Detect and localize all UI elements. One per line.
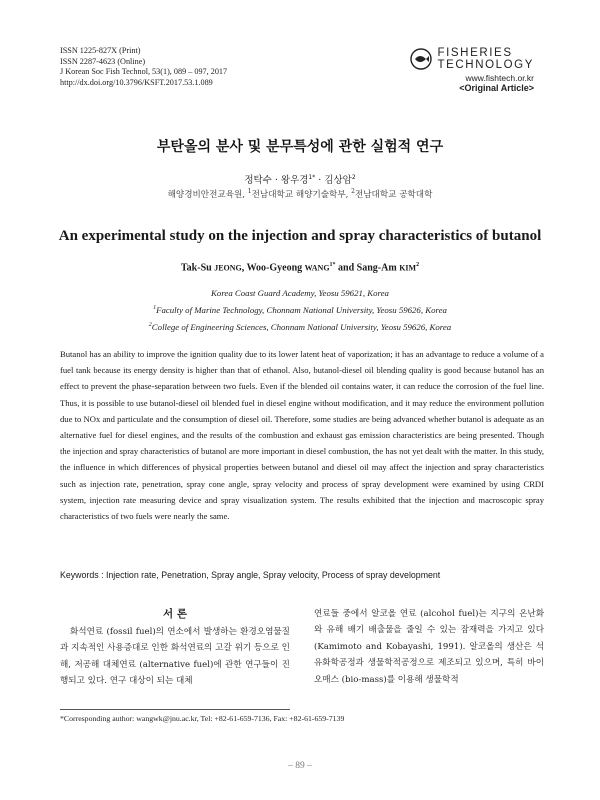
korean-affiliations: 해양경비안전교육원, $^1$전남대학교 해양기술학부, $^2$전남대학교 공학대학 [167, 188, 433, 200]
journal-meta [60, 46, 227, 88]
affiliation-1: $^1$Faculty of Marine Technology, Chonnam National University, Yeosu 59626, Korea [153, 305, 447, 315]
issn-print: ISSN 1225-827X (Print) [60, 46, 141, 55]
logo-line1: FISHERIES [437, 47, 513, 59]
english-authors: Tak-Su JEONG, Woo-Gyeong $WANG^{1*}$ and Sang-Am KIM$^2$ [180, 262, 420, 274]
journal-url[interactable]: www.fishtech.or.kr [465, 73, 534, 83]
journal-logo [410, 47, 534, 93]
corresponding-author-footnote: *Corresponding author: wangwk@jnu.ac.kr, Tel: +82-61-659-7136, Fax: +82-61-659-7139 [60, 714, 345, 723]
citation: J Korean Soc Fish Technol, 53(1), 089 – 097, 2017 [60, 67, 228, 77]
affiliation-2: $^2$College of Engineering Sciences, Chonnam National University, Yeosu 59626, Korea [148, 322, 452, 332]
logo-line2: TECHNOLOGY [437, 59, 534, 71]
doi-link[interactable]: http://dx.doi.org/10.3796/KSFT.2017.53.1.089 [60, 77, 213, 87]
korean-title: 부탄올의 분사 및 분무특성에 관한 실험적 연구 [156, 139, 444, 155]
intro-left-column: 화석연료 (fossil fuel)의 연소에서 발생하는 환경오염물질과 지속적인 사용증대로 인한 화석연료의 고갈 위기 등으로 인해, 저공해 대체연료 (alternative fuel)에 관한 연구들이 진행되고 있다. 연구 대상이 되는 대체 [60, 627, 290, 687]
section-heading-introduction: 서 론 [163, 608, 187, 620]
intro-right-column: 연료들 중에서 알코올 연료 (alcohol fuel)는 지구의 온난화와 유해 배기 배출물을 줄일 수 있는 잠재력을 가지고 있다 (Kamimoto and Kobayashi, 1991). 알코올의 생산은 석유화학공정과 생물학적공정으로 제조되고 있으며, 특히 바이오매스 (bio-mass)를 이용해 생물학적 [314, 609, 544, 685]
keywords: Keywords : Injection rate, Penetration, Spray angle, Spray velocity, Process of spray development [60, 570, 441, 580]
issn-online: ISSN 2287-4623 (Online) [60, 56, 146, 66]
korean-authors: 정탁수 · 왕우경$^{1*}$ · 김상암$^2$ [244, 173, 356, 186]
footnote-divider [60, 709, 290, 710]
affiliation-0: Korea Coast Guard Academy, Yeosu 59621, Korea [211, 288, 389, 298]
abstract: Butanol has an ability to improve the ignition quality due to its lower latent heat of vaporization; it has an advantage to reduce a volume of a fuel tank because its energy density is higher than that of ethanol. Also, butanol-diesel oil blending quality is good because butanol has an effect to prevent the phase-separation between two fuels. Even if the blended oil contains water, it can reduce the corrosion of the fuel line. Thus, it is possible to use butanol-diesel oil blended fuel in diesel engine without modification, and it may reduce the environment pollution due to NOx and particulate and the consumption of diesel oil. Therefore, some studies are being advanced whether butanol is adequate as an alternative fuel for diesel engines, and the results of the combustion and exhaust gas emission characteristics are being presented. Though the injection and spray characteristics of butanol are more important in diesel combustion, the has not yet dealt with the matter. In this study, the influence in which differences of physical properties between butanol and diesel oil may affect the injection and spray characteristics such as injection rate, penetration, spray cone angle, spray velocity and process of spray development were examined by using CRDI system, injection rate measuring device and spray visualization system. The results exhibited that the injection and macroscopic spray characteristics of two fuels were nearly the same. [60, 349, 544, 522]
article-type: <Original Article> [459, 83, 534, 93]
english-title: An experimental study on the injection and spray characteristics of butanol [58, 228, 542, 244]
fish-logo-icon [410, 48, 432, 70]
page-number: – 89 – [288, 761, 312, 771]
